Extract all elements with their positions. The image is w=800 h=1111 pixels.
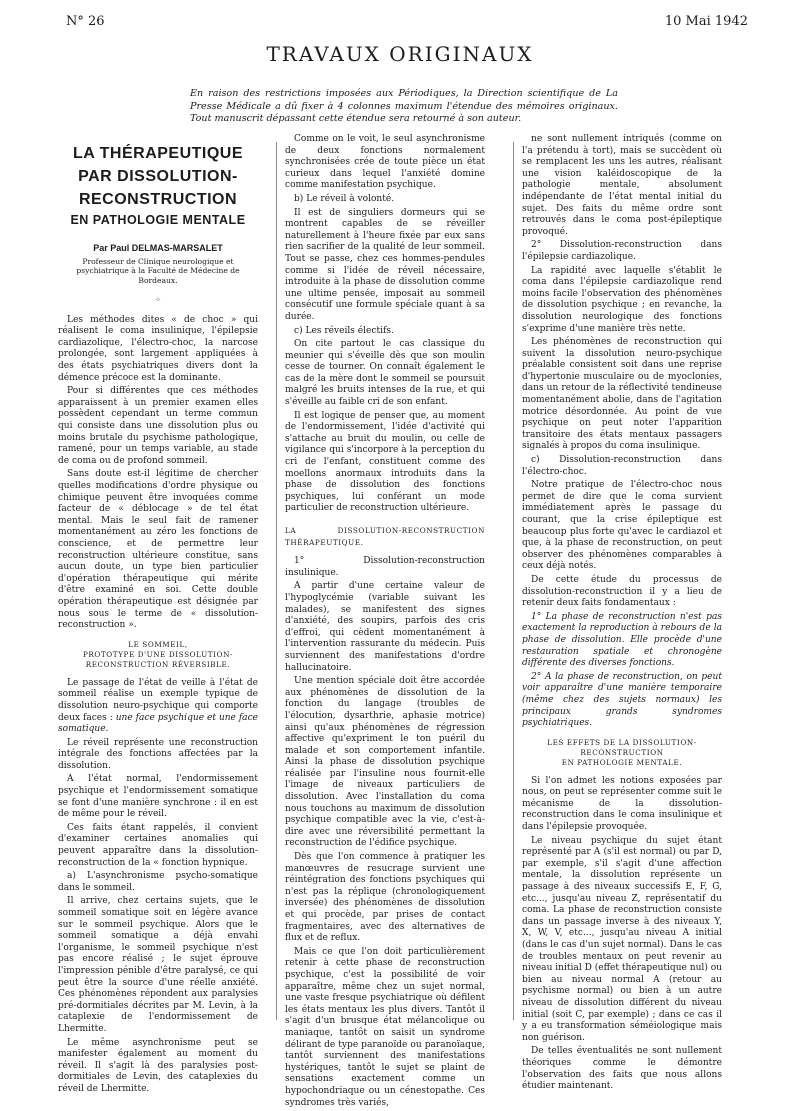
paragraph: c) Dissolution-reconstruction dans l'électro-choc.	[522, 455, 722, 477]
column-rule-1	[276, 142, 277, 1020]
affiliation: Professeur de Clinique neurologique et psychiatrique à la Faculté de Médecine de Bordeaux.	[76, 256, 240, 285]
paragraph: c) Les réveils électifs.	[294, 325, 394, 336]
paragraph: Le niveau psychique du sujet étant représenté par A (s'il est normal) ou par D, par exemple, s'il s'agit d'une affection mentale, la dissolution représente un passage à des niveaux successifs E, F, G, etc..., jusqu'au niveau Z, représentatif du coma. La phase de reconstruction consiste dans un passage inverse à des niveaux Y, X, W, V, etc..., jusqu'au niveau A initial (dans le cas d'un sujet normal). Dans le cas de troubles mentaux on peut revenir au niveau initial D (effet thérapeutique nul) ou bien au niveau normal A (retour au psychisme normal) ou bien à un autre niveau de dissolution différent du niveau initial (soit C, par exemple) ; dans ce cas il y a eu transformation séméiologique mais non guérison.	[522, 835, 722, 1043]
section-heading-line: PROTOTYPE D'UNE DISSOLUTION-RECONSTRUCTION RÉVERSIBLE.	[82, 649, 234, 669]
paragraph: 1° La phase de reconstruction n'est pas exactement la reproduction à rebours de la phase de dissolution. Elle procède d'une restauration spatiale et chronogène différente des diverses fonctions.	[522, 611, 722, 669]
paragraph: Si l'on admet les notions exposées par nous, on peut se représenter comme suit le mécanisme de la dissolution-reconstruction dans le coma insulinique et dans l'épilepsie provoquée.	[522, 775, 722, 833]
issue-number: N° 26	[66, 14, 105, 29]
paragraph: Le même asynchronisme peut se manifester également au moment du réveil. Il s'agit là des paralysies post-dormitiales de Levin, des cataplexies du réveil de Lhermitte.	[58, 1037, 258, 1094]
paragraph: Le réveil représente une reconstruction intégrale des fonctions affectées par la dissolution.	[58, 737, 258, 771]
issue-date: 10 Mai 1942	[664, 14, 748, 29]
paragraph: A l'état normal, l'endormissement psychique et l'endormissement somatique se font d'une manière synchrone : il en est de même pour le réveil.	[58, 774, 258, 820]
column-1	[58, 134, 258, 1098]
section-title: TRAVAUX ORIGINAUX	[266, 42, 534, 66]
paragraph: 1° Dissolution-reconstruction insulinique.	[285, 556, 485, 578]
column-rule-2	[513, 142, 514, 1020]
title-line-3: RECONSTRUCTION	[78, 191, 238, 208]
column-3	[522, 134, 722, 1095]
paragraph: Il est de singuliers dormeurs qui se montrent capables de se réveiller naturellement à l'heure fixée par eux sans rien sacrifier de la qualité de leur sommeil. Tout se passe, chez ces hommes-pendules comme si l'idée de réveil nécessaire, introduite à la phase de dissolution comme une ultime pensée, imposait au sommeil consécutif une formule spéciale quant à sa durée.	[285, 207, 485, 322]
paragraph: Comme on le voit, le seul asynchronisme de deux fonctions normalement synchronisées crée de toute pièce un état curieux dans lequel l'anxiété domine comme manifestation psychique.	[285, 134, 485, 191]
paragraph: Une mention spéciale doit être accordée aux phénomènes de dissolution de la fonction du langage (troubles de l'élocution, dysarthrie, aphasie motrice) ainsi qu'aux phénomènes de régression affective qu'expriment le ton puéril du malade et son comportement infantile. Ainsi la phase de dissolution psychique réalisée par l'insuline nous fournit-elle l'image de niveaux particuliers de dissolution. Avec l'installation du coma nous touchons au maximum de dissolution psychique compatible avec la vie, c'est-à-dire avec une réversibilité permettant la reconstruction de l'édifice psychique.	[285, 676, 485, 849]
paragraph: b) Le réveil à volonté.	[294, 193, 395, 204]
paragraph: Pour si différentes que ces méthodes apparaissent à un premier examen elles possèdent cependant un terme commun qui consiste dans une dissolution plus ou moins brutale du psychisme pathologique, ramené, pour un temps variable, au stade de coma ou de profond sommeil.	[58, 386, 258, 466]
paragraph-text: Le passage de l'état de veille à l'état de sommeil réalise un exemple typique de dissolution neuro-psychique qui comporte deux faces :	[58, 677, 258, 723]
paragraph: Mais ce que l'on doit particulièrement retenir à cette phase de reconstruction psychique, c'est la possibilité de voir apparaître, même chez un sujet normal, une vaste fresque psychiatrique où défilent les états mentaux les plus divers. Tantôt il s'agit d'un brusque état mélancolique ou maniaque, tantôt on saisit un syndrome délirant de type paranoïde ou paranoïaque, tantôt surviennent des manifestations hystériques, tantôt le sujet se plaint de sensations exactement comme un hypochondriaque ou un cénestopathe. Ces syndromes très variés,	[285, 946, 485, 1108]
section-heading-line: LE SOMMEIL,	[128, 639, 188, 649]
title-line-4: EN PATHOLOGIE MENTALE	[70, 213, 246, 227]
paragraph: a) L'asynchronisme psycho-somatique dans le sommeil.	[58, 871, 258, 893]
byline: Par Paul DELMAS-MARSALET	[93, 243, 223, 253]
section-heading: LA DISSOLUTION-RECONSTRUCTION THÉRAPEUTIQUE.	[285, 526, 485, 547]
paragraph: Sans doute est-il légitime de chercher quelles modifications d'ordre physique ou chimique peuvent être invoquées comme facteur de « déblocage » de tel état mental. Mais le seul fait de ramener momentanément au zéro les fonctions de conscience, et de permettre leur reconstruction ultérieure constitue, sans aucun doute, un type bien particulier d'opération thérapeutique qui mérite d'être examiné en soi. Cette double opération thérapeutique est désignée par nous sous le terme de « dissolution-reconstruction ».	[58, 469, 258, 631]
section-heading-line: EN PATHOLOGIE MENTALE.	[561, 757, 683, 767]
paragraph: Ces faits étant rappelés, il convient d'examiner certaines anomalies qui peuvent apparaître dans la dissolution-reconstruction de la « fonction hypnique.	[58, 822, 258, 868]
section-heading	[58, 640, 258, 670]
title-line-2: PAR DISSOLUTION-	[78, 168, 238, 185]
column-2	[285, 134, 485, 1111]
paragraph: ne sont nullement intriqués (comme on l'a prétendu à tort), mais se succèdent où se remplacent les uns les autres, réalisant une vision kaléidoscopique de la pathologie mentale, absolument indépendante de l'état mental initial du sujet. Des faits du même ordre sont retrouvés dans le coma post-épileptique provoqué.	[522, 134, 722, 237]
paragraph: 2° Dissolution-reconstruction dans l'épilepsie cardiazolique.	[522, 240, 722, 262]
section-heading	[522, 738, 722, 768]
paragraph: Dès que l'on commence à pratiquer les manœuvres de resucrage survient une réintégration des fonctions psychiques qui n'est pas la réplique (chronologiquement inversée) des phénomènes de dissolution et qui procède, par prises de contact fragmentaires, avec des alternatives de flux et de reflux.	[285, 852, 485, 944]
paragraph: Les phénomènes de reconstruction qui suivent la dissolution neuro-psychique préalable consistent soit dans une reprise d'hypertonie musculaire ou de myoclonies, dans un retour de la réflectivité tendineuse momentanément abolie, dans de l'agitation motrice désordonnée. Au point de vue psychique on peut noter l'apparition transitoire des états mentaux passagers signalés à propos du coma insulinique.	[522, 337, 722, 452]
paragraph: La rapidité avec laquelle s'établit le coma dans l'épilepsie cardiazolique rend moins facile l'observation des phénomènes de dissolution psychique ; en revanche, la dissolution neurologique des fonctions s'exprime d'une manière très nette.	[522, 265, 722, 334]
article-title	[58, 142, 258, 229]
paragraph-italic: une face psychique et une face somatique.	[58, 712, 258, 735]
paragraph: De telles éventualités ne sont nullement théoriques comme le démontre l'observation des faits que nous allons étudier maintenant.	[522, 1046, 722, 1092]
editorial-note: En raison des restrictions imposées aux Périodiques, la Direction scientifique de La Presse Médicale a dû fixer à 4 colonnes maximum l'étendue des mémoires originaux. Tout manuscrit dépassant cette étendue sera retourné à son auteur.	[190, 88, 618, 124]
paragraph: Il arrive, chez certains sujets, que le sommeil somatique soit en légère avance sur le sommeil psychique. Alors que le sommeil somatique a déjà envahi l'organisme, le sommeil psychique n'est pas encore réalisé ; le sujet éprouve l'impression pénible d'être paralysé, ce qui peut être la source d'une réelle anxiété. Ces phénomènes répondent aux paralysies pré-dormitiales décrites par M. Levin, à la cataplexie de l'endormissement de Lhermitte.	[58, 896, 258, 1034]
paragraph: Les méthodes dites « de choc » qui réalisent le coma insulinique, l'épilepsie cardiazolique, l'électro-choc, la narcose prolongée, sont largement appliquées à des états psychiatriques divers dont la démence précoce est la dominante.	[58, 314, 258, 383]
title-line-1: LA THÉRAPEUTIQUE	[72, 145, 244, 162]
section-heading-line: LES EFFETS DE LA DISSOLUTION-RECONSTRUCTION	[547, 737, 697, 757]
paragraph: Notre pratique de l'électro-choc nous permet de dire que le coma survient immédiatement après le passage du courant, que la crise épileptique est beaucoup plus forte qu'avec le cardiazol et que, à la phase de reconstruction, on peut observer des phénomènes comparables à ceux déjà notés.	[522, 480, 722, 572]
paragraph	[58, 678, 258, 736]
paragraph: De cette étude du processus de dissolution-reconstruction il y a lieu de retenir deux faits fondamentaux :	[522, 574, 722, 609]
paragraph: Il est logique de penser que, au moment de l'endormissement, l'idée d'activité qui s'attache au bruit du moulin, ou celle de vigilance qui s'incorpore à la perception du cri de l'enfant, constituent comme des moellons anormaux introduits dans la phase de dissolution des fonctions psychiques, lui conférant un mode particulier de reconstruction ultérieure.	[285, 410, 485, 514]
paragraph: 2° A la phase de reconstruction, on peut voir apparaître d'une manière temporaire (même chez des sujets normaux) les principaux grands syndromes psychiatriques.	[522, 671, 722, 729]
paragraph: A partir d'une certaine valeur de l'hypoglycémie (variable suivant les malades), se manifestent des signes d'anxiété, des soupirs, parfois des cris d'effroi, qui cèdent momentanément à l'intervention rassurante du médecin. Puis surviennent des manifestations d'ordre hallucinatoire.	[285, 581, 485, 673]
paragraph: On cite partout le cas classique du meunier qui s'éveille dès que son moulin cesse de tourner. On connaît également le cas de la mère dont le sommeil se poursuit malgré les bruits intenses de la rue, et qui s'éveille au faible cri de son enfant.	[285, 339, 485, 408]
ornament-icon: ✧	[155, 296, 161, 305]
